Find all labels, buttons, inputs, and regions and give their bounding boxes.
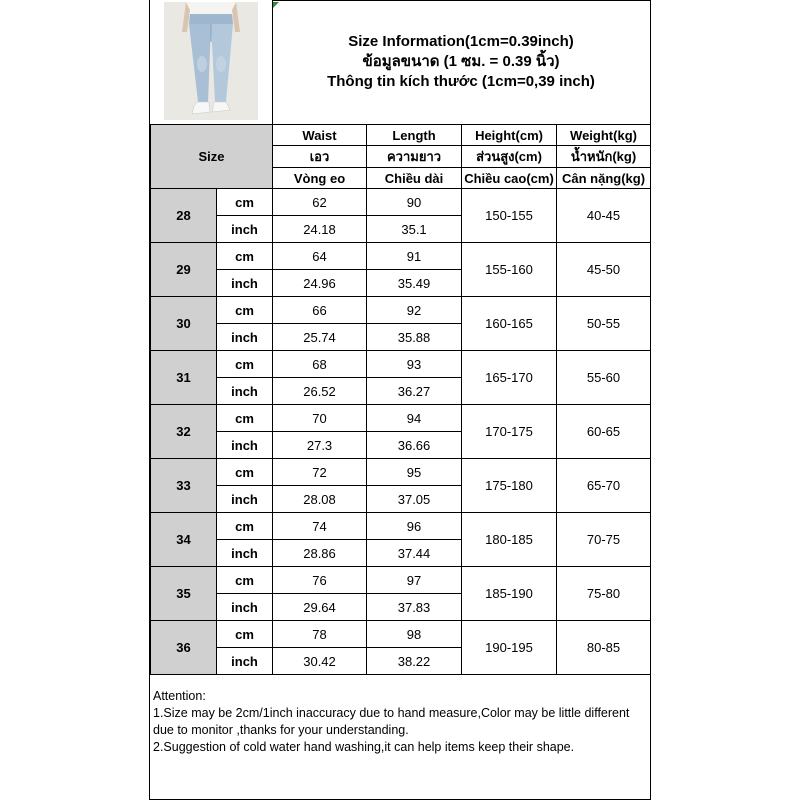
size-number: 32	[151, 405, 217, 459]
weight-range: 65-70	[557, 459, 651, 513]
height-header-en: Height(cm)	[462, 125, 557, 146]
weight-range: 80-85	[557, 621, 651, 675]
length-inch-value: 36.66	[367, 432, 462, 459]
unit-inch-label: inch	[217, 486, 273, 513]
unit-inch-label: inch	[217, 432, 273, 459]
length-header-en: Length	[367, 125, 462, 146]
waist-header-vi: Vòng eo	[273, 168, 367, 189]
length-inch-value: 38.22	[367, 648, 462, 675]
length-cm-value: 94	[367, 405, 462, 432]
weight-range: 50-55	[557, 297, 651, 351]
attention-notes	[150, 686, 650, 798]
table-row	[151, 459, 651, 486]
size-info-english: Size Information(1cm=0.39inch)	[348, 33, 574, 50]
unit-cm-label: cm	[217, 621, 273, 648]
table-row	[151, 567, 651, 594]
length-cm-value: 90	[367, 189, 462, 216]
height-range: 160-165	[462, 297, 557, 351]
size-number: 31	[151, 351, 217, 405]
weight-range: 75-80	[557, 567, 651, 621]
table-row	[151, 189, 651, 216]
height-header-vi: Chiều cao(cm)	[462, 168, 557, 189]
waist-inch-value: 24.96	[273, 270, 367, 297]
length-inch-value: 37.05	[367, 486, 462, 513]
size-number: 33	[151, 459, 217, 513]
waist-cm-value: 78	[273, 621, 367, 648]
size-number: 34	[151, 513, 217, 567]
attention-title: Attention:	[153, 689, 206, 703]
waist-inch-value: 26.52	[273, 378, 367, 405]
size-number: 28	[151, 189, 217, 243]
table-row	[151, 513, 651, 540]
waist-cm-value: 74	[273, 513, 367, 540]
waist-inch-value: 28.86	[273, 540, 367, 567]
waist-inch-value: 30.42	[273, 648, 367, 675]
unit-inch-label: inch	[217, 324, 273, 351]
waist-inch-value: 27.3	[273, 432, 367, 459]
length-cm-value: 92	[367, 297, 462, 324]
size-table	[150, 124, 651, 675]
weight-header-en: Weight(kg)	[557, 125, 651, 146]
unit-inch-label: inch	[217, 216, 273, 243]
height-range: 190-195	[462, 621, 557, 675]
length-inch-value: 35.49	[367, 270, 462, 297]
waist-header-en: Waist	[273, 125, 367, 146]
waist-cm-value: 70	[273, 405, 367, 432]
jeans-model-image	[164, 2, 258, 120]
height-range: 155-160	[462, 243, 557, 297]
height-range: 185-190	[462, 567, 557, 621]
table-row	[151, 351, 651, 378]
waist-cm-value: 72	[273, 459, 367, 486]
size-number: 30	[151, 297, 217, 351]
unit-cm-label: cm	[217, 405, 273, 432]
waist-inch-value: 24.18	[273, 216, 367, 243]
length-header-vi: Chiều dài	[367, 168, 462, 189]
height-range: 170-175	[462, 405, 557, 459]
weight-range: 40-45	[557, 189, 651, 243]
weight-header-th: น้ำหนัก(kg)	[557, 146, 651, 168]
jeans-model-illustration	[164, 2, 258, 120]
size-info-vietnamese: Thông tin kích thước (1cm=0,39 inch)	[327, 73, 595, 90]
waist-inch-value: 28.08	[273, 486, 367, 513]
height-range: 165-170	[462, 351, 557, 405]
waist-cm-value: 68	[273, 351, 367, 378]
height-range: 175-180	[462, 459, 557, 513]
size-info-thai: ข้อมูลขนาด (1 ซม. = 0.39 นิ้ว)	[362, 53, 560, 70]
table-row	[151, 405, 651, 432]
weight-range: 60-65	[557, 405, 651, 459]
unit-cm-label: cm	[217, 513, 273, 540]
unit-cm-label: cm	[217, 459, 273, 486]
size-number: 35	[151, 567, 217, 621]
length-inch-value: 36.27	[367, 378, 462, 405]
waist-cm-value: 66	[273, 297, 367, 324]
unit-cm-label: cm	[217, 297, 273, 324]
unit-inch-label: inch	[217, 648, 273, 675]
size-column-header: Size	[151, 125, 273, 189]
waist-inch-value: 29.64	[273, 594, 367, 621]
length-cm-value: 91	[367, 243, 462, 270]
length-cm-value: 96	[367, 513, 462, 540]
size-information-header	[272, 0, 650, 124]
length-inch-value: 35.88	[367, 324, 462, 351]
waist-inch-value: 25.74	[273, 324, 367, 351]
table-row	[151, 621, 651, 648]
size-number: 29	[151, 243, 217, 297]
attention-line-1: 1.Size may be 2cm/1inch inaccuracy due to hand measure,Color may be little different	[153, 706, 630, 720]
length-cm-value: 95	[367, 459, 462, 486]
height-range: 150-155	[462, 189, 557, 243]
unit-inch-label: inch	[217, 540, 273, 567]
waist-cm-value: 62	[273, 189, 367, 216]
size-number: 36	[151, 621, 217, 675]
waist-header-th: เอว	[273, 146, 367, 168]
length-inch-value: 37.83	[367, 594, 462, 621]
unit-cm-label: cm	[217, 189, 273, 216]
weight-header-vi: Cân nặng(kg)	[557, 168, 651, 189]
unit-cm-label: cm	[217, 351, 273, 378]
product-photo	[150, 0, 273, 124]
attention-line-3: 2.Suggestion of cold water hand washing,it can help items keep their shape.	[153, 740, 575, 754]
height-range: 180-185	[462, 513, 557, 567]
unit-cm-label: cm	[217, 243, 273, 270]
unit-cm-label: cm	[217, 567, 273, 594]
unit-inch-label: inch	[217, 378, 273, 405]
weight-range: 45-50	[557, 243, 651, 297]
height-header-th: ส่วนสูง(cm)	[462, 146, 557, 168]
attention-line-2: due to monitor ,thanks for your understanding.	[153, 723, 409, 737]
length-inch-value: 37.44	[367, 540, 462, 567]
waist-cm-value: 64	[273, 243, 367, 270]
length-cm-value: 98	[367, 621, 462, 648]
waist-cm-value: 76	[273, 567, 367, 594]
length-inch-value: 35.1	[367, 216, 462, 243]
length-cm-value: 93	[367, 351, 462, 378]
table-row	[151, 243, 651, 270]
unit-inch-label: inch	[217, 594, 273, 621]
length-header-th: ความยาว	[367, 146, 462, 168]
unit-inch-label: inch	[217, 270, 273, 297]
weight-range: 55-60	[557, 351, 651, 405]
length-cm-value: 97	[367, 567, 462, 594]
corner-accent-icon	[273, 2, 279, 8]
table-row	[151, 297, 651, 324]
weight-range: 70-75	[557, 513, 651, 567]
